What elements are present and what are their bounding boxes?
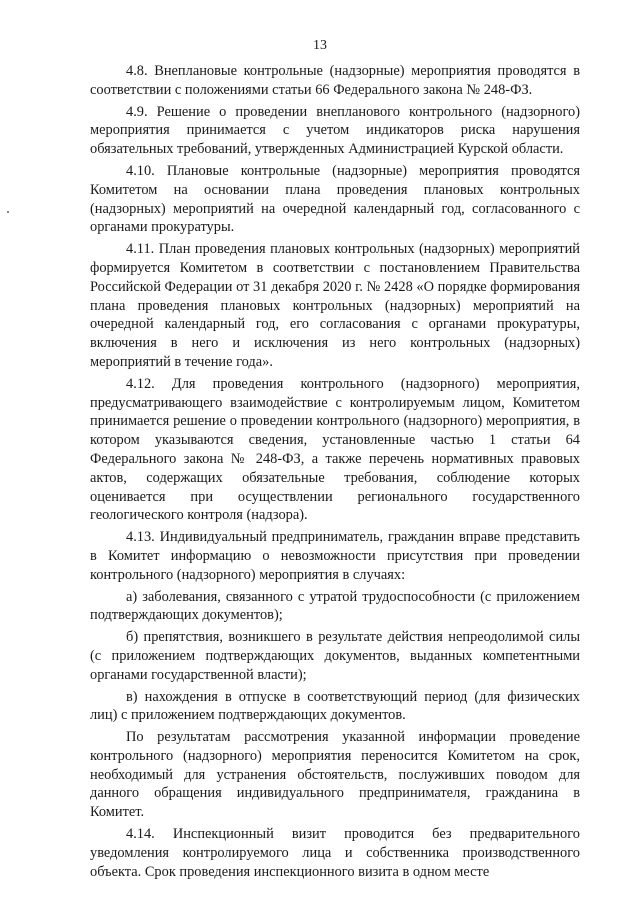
scan-artifact-dot <box>7 211 9 213</box>
paragraph-4-8: 4.8. Внеплановые контрольные (надзорные) мероприятия проводятся в соответствии с положениями статьи 66 Федерального закона № 248-ФЗ. <box>90 63 580 98</box>
paragraph-4-14: 4.14. Инспекционный визит проводится без предварительного уведомления контролируемого лица и собственника производственного объекта. Срок проведения инспекционного визита в одном месте <box>90 826 580 880</box>
list-item-a: а) заболевания, связанного с утратой трудоспособности (с приложением подтверждающих документов); <box>90 588 580 624</box>
paragraph-4-11: 4.11. План проведения плановых контрольных (надзорных) мероприятий формируется Комитетом в соответствии с постановлением Правительства Российской Федерации от 31 декабря 2020 г. № 2428 «О порядке формирования плана проведения плановых контрольных (надзорных) мероприятий на очередной календарный год, его согласования с органами прокуратуры, включения в него и исключения из него контрольных (надзорных) мероприятий в течение года». <box>90 241 580 370</box>
paragraph-4-13: 4.13. Индивидуальный предприниматель, гражданин вправе представить в Комитет информацию о невозможности присутствия при проведении контрольного (надзорного) мероприятия в случаях: <box>90 529 580 583</box>
document-body <box>90 62 580 884</box>
page-number: 13 <box>313 38 327 53</box>
list-item-b: б) препятствия, возникшего в результате действия непреодолимой силы (с приложением подтверждающих документов, выданных компетентными органами государственной власти); <box>90 629 580 683</box>
paragraph-4-9: 4.9. Решение о проведении внепланового контрольного (надзорного) мероприятия принимается с учетом индикаторов риска нарушения обязательных требований, утвержденных Администрацией Курской области. <box>90 103 580 158</box>
list-item-c: в) нахождения в отпуске в соответствующий период (для физических лиц) с приложением подтверждающих документов. <box>90 688 580 724</box>
paragraph-postponement: По результатам рассмотрения указанной информации проведение контрольного (надзорного) мероприятия переносится Комитетом на срок, необходимый для устранения обстоятельств, послуживших поводом для данного обращения индивидуального предпринимателя, гражданина в Комитет. <box>90 729 580 821</box>
paragraph-4-10: 4.10. Плановые контрольные (надзорные) мероприятия проводятся Комитетом на основании плана проведения плановых контрольных (надзорных) мероприятий на очередной календарный год, согласованного с органами прокуратуры. <box>90 162 580 236</box>
paragraph-4-12: 4.12. Для проведения контрольного (надзорного) мероприятия, предусматривающего взаимодействие с контролируемым лицом, Комитетом принимается решение о проведении контрольного (надзорного) мероприятия, в котором указываются сведения, установленные частью 1 статьи 64 Федерального закона № 248-ФЗ, а также перечень нормативных правовых актов, содержащих обязательные требования, соблюдение которых оценивается при осуществлении регионального государственного геологического контроля (надзора). <box>90 375 580 524</box>
